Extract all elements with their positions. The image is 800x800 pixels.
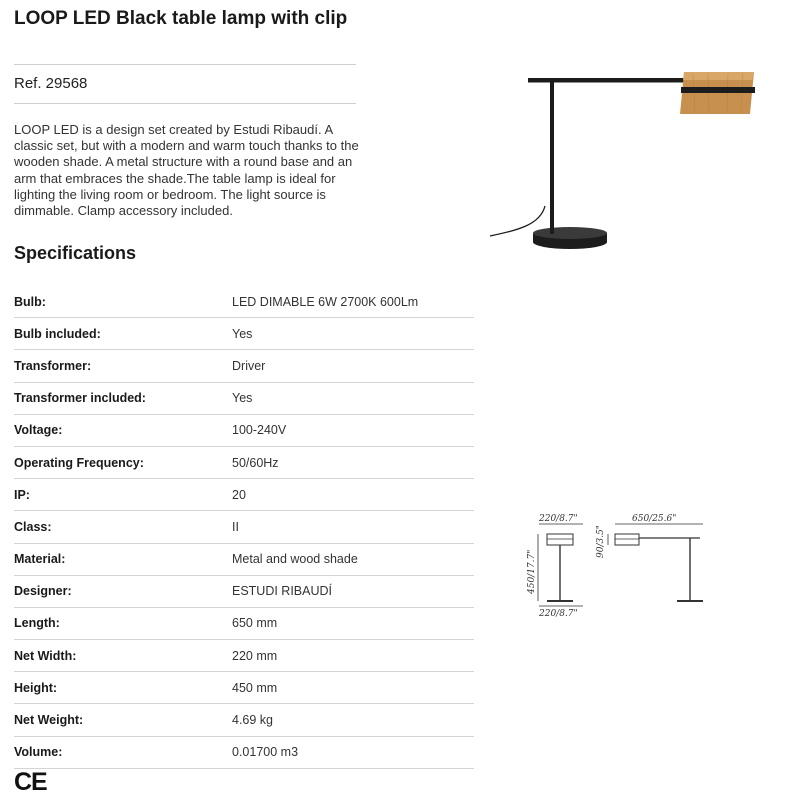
spec-value: ESTUDI RIBAUDÍ — [232, 584, 333, 599]
spec-label: Height: — [14, 680, 58, 695]
spec-value: 4.69 kg — [232, 713, 274, 728]
spec-row — [14, 640, 474, 672]
spec-value: 20 — [232, 487, 246, 502]
spec-row — [14, 318, 474, 350]
spec-label: Voltage: — [14, 423, 63, 438]
product-title: LOOP LED Black table lamp with clip — [14, 8, 348, 29]
spec-value: Metal and wood shade — [232, 552, 358, 567]
spec-row — [14, 350, 474, 382]
front-top-dimension: 220/8.7" — [539, 514, 578, 524]
spec-value: Driver — [232, 358, 266, 373]
spec-row — [14, 447, 474, 479]
spec-value: 650 mm — [232, 616, 278, 631]
spec-row — [14, 479, 474, 511]
spec-label: Bulb: — [14, 294, 46, 309]
spec-row — [14, 737, 474, 769]
spec-label: Designer: — [14, 584, 72, 599]
divider — [14, 103, 356, 104]
dimension-drawing — [520, 508, 720, 618]
ce-mark: CE — [14, 768, 47, 796]
spec-value: 50/60Hz — [232, 455, 279, 470]
spec-value: 220 mm — [232, 648, 278, 663]
spec-row — [14, 383, 474, 415]
specifications-heading: Specifications — [14, 243, 137, 263]
spec-row — [14, 576, 474, 608]
spec-label: Transformer: — [14, 358, 92, 373]
spec-value: Yes — [232, 391, 253, 406]
spec-row — [14, 544, 474, 576]
spec-label: Transformer included: — [14, 391, 146, 406]
spec-label: Volume: — [14, 745, 63, 760]
spec-label: IP: — [14, 487, 30, 502]
spec-row — [14, 672, 474, 704]
spec-value: II — [232, 519, 239, 534]
spec-label: Material: — [14, 552, 66, 567]
product-description: LOOP LED is a design set created by Estudi Ribaudí. A classic set, but with a modern and warm touch thanks to the wooden shade. A metal structure with a round base and an arm that embraces the shade.The table lamp is ideal for lighting the living room or bedroom. The light source is dimmable. Clamp accessory included. — [14, 122, 359, 219]
spec-row — [14, 608, 474, 640]
spec-label: Bulb included: — [14, 326, 101, 341]
spec-label: Length: — [14, 616, 60, 631]
spec-row — [14, 704, 474, 736]
spec-value: LED DIMABLE 6W 2700K 600Lm — [232, 294, 419, 309]
spec-value: Yes — [232, 326, 253, 341]
side-shade-height-dimension: 90/3.5" — [596, 525, 606, 558]
spec-row — [14, 415, 474, 447]
product-image — [488, 60, 788, 260]
spec-value: 0.01700 m3 — [232, 745, 299, 760]
product-reference: Ref. 29568 — [14, 75, 88, 92]
spec-value: 100-240V — [232, 423, 287, 438]
spec-row — [14, 511, 474, 543]
spec-label: Net Weight: — [14, 713, 84, 728]
front-bottom-dimension: 220/8.7" — [539, 609, 578, 618]
spec-label: Operating Frequency: — [14, 455, 144, 470]
spec-label: Net Width: — [14, 648, 77, 663]
front-height-dimension: 450/17.7" — [527, 549, 537, 594]
side-length-dimension: 650/25.6" — [632, 514, 677, 524]
spec-row — [14, 286, 474, 318]
divider — [14, 64, 356, 65]
spec-value: 450 mm — [232, 680, 278, 695]
specifications-table — [14, 286, 474, 769]
spec-label: Class: — [14, 519, 52, 534]
